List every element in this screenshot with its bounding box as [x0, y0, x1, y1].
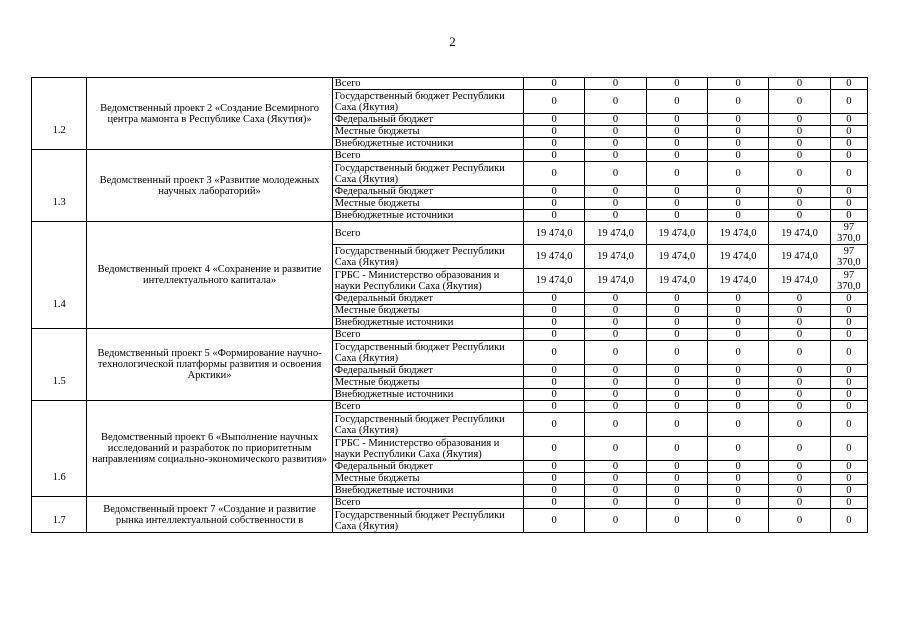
value-cell: 0 — [646, 389, 707, 401]
value-cell: 19 474,0 — [769, 245, 830, 269]
value-cell: 0 — [769, 114, 830, 126]
value-cell: 0 — [708, 162, 769, 186]
value-cell: 0 — [708, 389, 769, 401]
page-number: 2 — [449, 34, 456, 49]
value-cell: 19 474,0 — [523, 222, 584, 245]
funding-source: Федеральный бюджет — [332, 293, 523, 305]
value-cell: 0 — [769, 377, 830, 389]
value-cell: 0 — [830, 401, 867, 413]
value-cell: 0 — [830, 78, 867, 90]
value-cell: 0 — [646, 329, 707, 341]
value-cell: 0 — [830, 341, 867, 365]
value-cell: 0 — [523, 293, 584, 305]
value-cell: 0 — [585, 329, 646, 341]
value-cell: 0 — [585, 401, 646, 413]
table-row — [32, 222, 868, 245]
value-cell: 0 — [769, 90, 830, 114]
value-cell: 19 474,0 — [585, 245, 646, 269]
table-row — [32, 401, 868, 413]
value-cell: 0 — [523, 509, 584, 533]
value-cell: 0 — [523, 210, 584, 222]
value-cell: 0 — [708, 293, 769, 305]
value-cell: 0 — [708, 150, 769, 162]
value-cell: 0 — [523, 90, 584, 114]
value-cell: 0 — [646, 473, 707, 485]
funding-source: Внебюджетные источники — [332, 210, 523, 222]
funding-source: Всего — [332, 78, 523, 90]
table-row — [32, 497, 868, 509]
project-number: 1.7 — [32, 497, 87, 533]
value-cell: 0 — [830, 305, 867, 317]
funding-source: ГРБС - Министерство образования и науки Республики Саха (Якутия) — [332, 269, 523, 293]
value-cell: 0 — [830, 138, 867, 150]
value-cell: 19 474,0 — [769, 222, 830, 245]
value-cell: 0 — [523, 198, 584, 210]
value-cell: 0 — [585, 210, 646, 222]
value-cell: 0 — [708, 198, 769, 210]
value-cell: 19 474,0 — [585, 269, 646, 293]
value-cell: 0 — [708, 473, 769, 485]
value-cell: 0 — [769, 293, 830, 305]
funding-source: Местные бюджеты — [332, 198, 523, 210]
value-cell: 0 — [830, 126, 867, 138]
value-cell: 0 — [585, 317, 646, 329]
value-cell: 19 474,0 — [646, 222, 707, 245]
value-cell: 0 — [523, 138, 584, 150]
value-cell: 97 370,0 — [830, 222, 867, 245]
value-cell: 0 — [769, 341, 830, 365]
value-cell: 0 — [769, 162, 830, 186]
value-cell: 0 — [708, 90, 769, 114]
funding-source: Внебюджетные источники — [332, 389, 523, 401]
value-cell: 0 — [646, 377, 707, 389]
value-cell: 0 — [523, 317, 584, 329]
value-cell: 0 — [585, 509, 646, 533]
value-cell: 0 — [523, 377, 584, 389]
value-cell: 0 — [585, 341, 646, 365]
value-cell: 0 — [523, 473, 584, 485]
value-cell: 0 — [708, 437, 769, 461]
funding-source: Государственный бюджет Республики Саха (Якутия) — [332, 341, 523, 365]
value-cell: 0 — [708, 329, 769, 341]
value-cell: 0 — [769, 497, 830, 509]
value-cell: 0 — [523, 186, 584, 198]
project-title: Ведомственный проект 4 «Сохранение и развитие интеллектуального капитала» — [87, 222, 332, 329]
value-cell: 0 — [830, 186, 867, 198]
value-cell: 0 — [523, 150, 584, 162]
value-cell: 0 — [585, 485, 646, 497]
project-number: 1.4 — [32, 222, 87, 329]
value-cell: 0 — [830, 413, 867, 437]
value-cell: 0 — [708, 126, 769, 138]
value-cell: 0 — [769, 473, 830, 485]
value-cell: 0 — [523, 341, 584, 365]
value-cell: 0 — [646, 162, 707, 186]
value-cell: 0 — [830, 497, 867, 509]
value-cell: 0 — [830, 210, 867, 222]
value-cell: 0 — [708, 210, 769, 222]
value-cell: 0 — [646, 437, 707, 461]
project-title: Ведомственный проект 2 «Создание Всемирного центра мамонта в Республике Саха (Якутия)» — [87, 78, 332, 150]
budget-table-body — [32, 78, 868, 533]
value-cell: 0 — [523, 126, 584, 138]
funding-source: Всего — [332, 497, 523, 509]
value-cell: 0 — [646, 341, 707, 365]
value-cell: 0 — [646, 198, 707, 210]
value-cell: 0 — [523, 485, 584, 497]
value-cell: 0 — [646, 90, 707, 114]
value-cell: 0 — [830, 150, 867, 162]
table-row — [32, 150, 868, 162]
value-cell: 0 — [523, 461, 584, 473]
funding-source: Государственный бюджет Республики Саха (Якутия) — [332, 509, 523, 533]
funding-source: Местные бюджеты — [332, 473, 523, 485]
table-row — [32, 329, 868, 341]
value-cell: 0 — [830, 198, 867, 210]
value-cell: 0 — [646, 78, 707, 90]
value-cell: 0 — [646, 114, 707, 126]
value-cell: 0 — [646, 138, 707, 150]
funding-source: Всего — [332, 222, 523, 245]
project-title: Ведомственный проект 5 «Формирование научно-технологической платформы развития и освоения Арктики» — [87, 329, 332, 401]
value-cell: 0 — [708, 413, 769, 437]
value-cell: 0 — [708, 78, 769, 90]
project-title: Ведомственный проект 3 «Развитие молодежных научных лабораторий» — [87, 150, 332, 222]
value-cell: 0 — [523, 401, 584, 413]
value-cell: 19 474,0 — [708, 222, 769, 245]
value-cell: 0 — [708, 317, 769, 329]
funding-source: Всего — [332, 150, 523, 162]
value-cell: 0 — [523, 413, 584, 437]
funding-source: Всего — [332, 401, 523, 413]
value-cell: 0 — [585, 473, 646, 485]
funding-source: Федеральный бюджет — [332, 461, 523, 473]
value-cell: 0 — [769, 509, 830, 533]
value-cell: 0 — [769, 437, 830, 461]
value-cell: 0 — [769, 461, 830, 473]
value-cell: 0 — [708, 305, 769, 317]
value-cell: 0 — [769, 401, 830, 413]
value-cell: 97 370,0 — [830, 269, 867, 293]
value-cell: 0 — [585, 126, 646, 138]
value-cell: 0 — [708, 377, 769, 389]
value-cell: 0 — [708, 365, 769, 377]
value-cell: 0 — [585, 90, 646, 114]
project-title: Ведомственный проект 7 «Создание и развитие рынка интеллектуальной собственности в — [87, 497, 332, 533]
value-cell: 0 — [769, 210, 830, 222]
project-number: 1.2 — [32, 78, 87, 150]
value-cell: 0 — [708, 114, 769, 126]
funding-source: Федеральный бюджет — [332, 114, 523, 126]
funding-source: Всего — [332, 329, 523, 341]
value-cell: 0 — [646, 150, 707, 162]
project-number: 1.3 — [32, 150, 87, 222]
funding-source: Местные бюджеты — [332, 377, 523, 389]
value-cell: 0 — [585, 497, 646, 509]
value-cell: 0 — [769, 150, 830, 162]
value-cell: 0 — [708, 401, 769, 413]
value-cell: 0 — [830, 509, 867, 533]
value-cell: 0 — [585, 198, 646, 210]
value-cell: 0 — [646, 317, 707, 329]
value-cell: 0 — [646, 401, 707, 413]
value-cell: 0 — [769, 413, 830, 437]
value-cell: 0 — [830, 365, 867, 377]
value-cell: 0 — [769, 365, 830, 377]
value-cell: 0 — [646, 305, 707, 317]
funding-source: Федеральный бюджет — [332, 365, 523, 377]
value-cell: 0 — [646, 293, 707, 305]
value-cell: 0 — [830, 461, 867, 473]
value-cell: 0 — [708, 461, 769, 473]
value-cell: 0 — [769, 138, 830, 150]
value-cell: 0 — [523, 78, 584, 90]
project-title: Ведомственный проект 6 «Выполнение научных исследований и разработок по приоритетным направлениям социально-экономического развития» — [87, 401, 332, 497]
value-cell: 19 474,0 — [769, 269, 830, 293]
project-number: 1.5 — [32, 329, 87, 401]
value-cell: 0 — [708, 186, 769, 198]
funding-source: Внебюджетные источники — [332, 138, 523, 150]
value-cell: 19 474,0 — [523, 269, 584, 293]
funding-source: Государственный бюджет Республики Саха (Якутия) — [332, 413, 523, 437]
value-cell: 0 — [585, 389, 646, 401]
funding-source: Местные бюджеты — [332, 126, 523, 138]
value-cell: 0 — [830, 437, 867, 461]
value-cell: 0 — [585, 138, 646, 150]
funding-source: Федеральный бюджет — [332, 186, 523, 198]
value-cell: 0 — [769, 389, 830, 401]
value-cell: 0 — [708, 497, 769, 509]
value-cell: 0 — [769, 198, 830, 210]
funding-source: Внебюджетные источники — [332, 317, 523, 329]
value-cell: 0 — [523, 114, 584, 126]
value-cell: 0 — [585, 114, 646, 126]
value-cell: 0 — [830, 377, 867, 389]
value-cell: 0 — [585, 377, 646, 389]
funding-source: Внебюджетные источники — [332, 485, 523, 497]
value-cell: 0 — [830, 317, 867, 329]
value-cell: 0 — [646, 509, 707, 533]
value-cell: 0 — [830, 114, 867, 126]
value-cell: 0 — [585, 293, 646, 305]
value-cell: 0 — [769, 126, 830, 138]
value-cell: 19 474,0 — [646, 245, 707, 269]
value-cell: 0 — [830, 293, 867, 305]
value-cell: 0 — [585, 365, 646, 377]
value-cell: 0 — [646, 126, 707, 138]
value-cell: 0 — [769, 329, 830, 341]
value-cell: 0 — [769, 317, 830, 329]
value-cell: 97 370,0 — [830, 245, 867, 269]
value-cell: 0 — [708, 341, 769, 365]
value-cell: 0 — [523, 329, 584, 341]
value-cell: 0 — [523, 497, 584, 509]
value-cell: 0 — [585, 186, 646, 198]
value-cell: 0 — [646, 365, 707, 377]
value-cell: 0 — [830, 329, 867, 341]
value-cell: 19 474,0 — [708, 245, 769, 269]
value-cell: 0 — [585, 78, 646, 90]
value-cell: 0 — [830, 485, 867, 497]
value-cell: 0 — [585, 437, 646, 461]
value-cell: 0 — [646, 210, 707, 222]
value-cell: 0 — [523, 389, 584, 401]
funding-source: Государственный бюджет Республики Саха (Якутия) — [332, 162, 523, 186]
value-cell: 0 — [769, 485, 830, 497]
value-cell: 0 — [769, 305, 830, 317]
value-cell: 0 — [646, 186, 707, 198]
value-cell: 0 — [769, 78, 830, 90]
funding-source: Местные бюджеты — [332, 305, 523, 317]
value-cell: 0 — [585, 413, 646, 437]
value-cell: 0 — [585, 162, 646, 186]
funding-source: Государственный бюджет Республики Саха (Якутия) — [332, 90, 523, 114]
value-cell: 19 474,0 — [708, 269, 769, 293]
value-cell: 0 — [708, 485, 769, 497]
value-cell: 0 — [585, 305, 646, 317]
value-cell: 0 — [523, 437, 584, 461]
value-cell: 19 474,0 — [523, 245, 584, 269]
value-cell: 0 — [646, 461, 707, 473]
value-cell: 0 — [708, 509, 769, 533]
value-cell: 0 — [523, 365, 584, 377]
value-cell: 19 474,0 — [585, 222, 646, 245]
funding-source: Государственный бюджет Республики Саха (Якутия) — [332, 245, 523, 269]
value-cell: 0 — [646, 485, 707, 497]
value-cell: 0 — [830, 90, 867, 114]
value-cell: 0 — [523, 162, 584, 186]
value-cell: 0 — [830, 473, 867, 485]
project-number: 1.6 — [32, 401, 87, 497]
value-cell: 0 — [523, 305, 584, 317]
value-cell: 0 — [646, 413, 707, 437]
value-cell: 0 — [830, 389, 867, 401]
value-cell: 0 — [585, 461, 646, 473]
funding-source: ГРБС - Министерство образования и науки Республики Саха (Якутия) — [332, 437, 523, 461]
value-cell: 0 — [708, 138, 769, 150]
value-cell: 0 — [585, 150, 646, 162]
value-cell: 0 — [646, 497, 707, 509]
value-cell: 0 — [830, 162, 867, 186]
table-row — [32, 78, 868, 90]
value-cell: 0 — [769, 186, 830, 198]
budget-table — [31, 77, 868, 533]
value-cell: 19 474,0 — [646, 269, 707, 293]
